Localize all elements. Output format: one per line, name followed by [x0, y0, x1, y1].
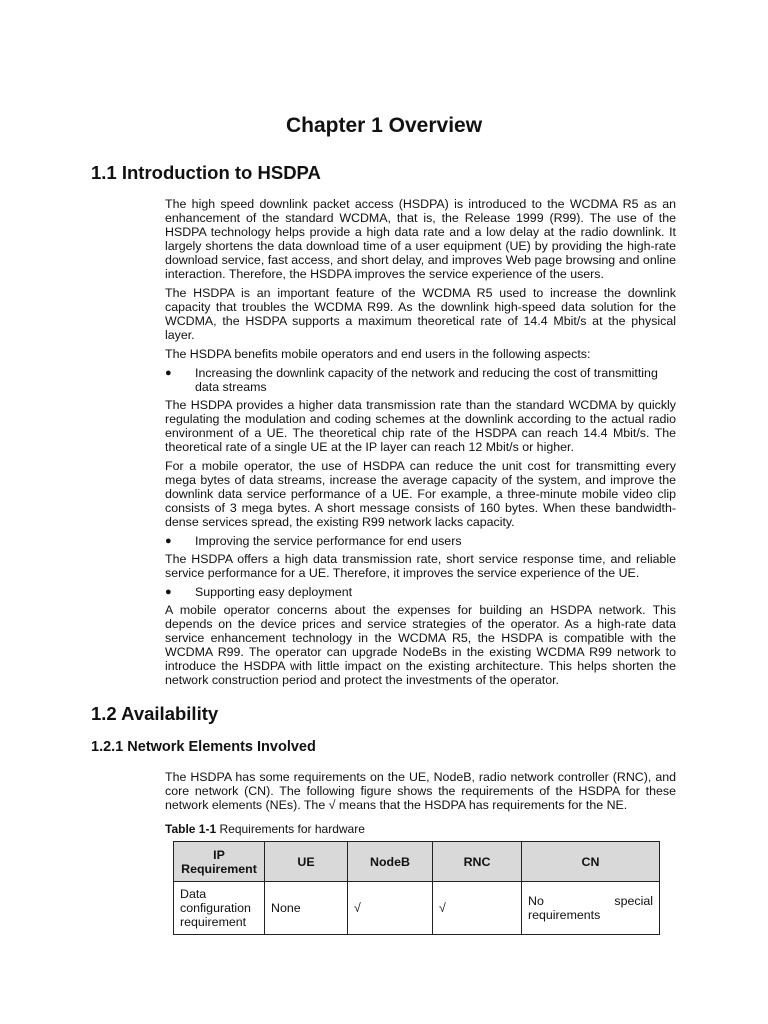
table-row	[174, 882, 660, 935]
table-caption-label: Table 1-1	[165, 822, 217, 836]
paragraph: A mobile operator concerns about the expenses for building an HSDPA network. This depends on the device prices and service strategies of the operator. As a high-rate data service enhancement technology in the WCDMA R5, the HSDPA is compatible with the WCDMA R99. The operator can upgrade NodeBs in the existing WCDMA R99 network to introduce the HSDPA with little impact on the existing architecture. This helps shorten the network construction period and protect the investments of the operator.	[165, 603, 676, 687]
bullet-text: Improving the service performance for end users	[195, 534, 462, 548]
paragraph: The HSDPA benefits mobile operators and end users in the following aspects:	[165, 347, 591, 361]
bullet-icon: ●	[165, 586, 172, 598]
paragraph: The HSDPA offers a high data transmission rate, short service response time, and reliable service performance for a UE. Therefore, it improves the service experience of the UE.	[165, 552, 676, 580]
table-header-cell: CN	[522, 842, 660, 882]
paragraph: The HSDPA is an important feature of the WCDMA R5 used to increase the downlink capacity that troubles the WCDMA R99. As the downlink high-speed data solution for the WCDMA, the HSDPA supports a maximum theoretical rate of 14.4 Mbit/s at the physical layer.	[165, 286, 676, 342]
table-header-cell: NodeB	[348, 842, 433, 882]
bullet-text: Supporting easy deployment	[195, 585, 353, 599]
chapter-title: Chapter 1 Overview	[285, 114, 483, 137]
table-header-cell: IP Requirement	[174, 842, 265, 882]
bullet-text: Increasing the downlink capacity of the network and reducing the cost of transmitting data streams	[195, 366, 658, 394]
section-heading-1-2: 1.2 Availability	[91, 703, 219, 724]
bullet-item	[165, 534, 676, 548]
table-cell: No special requirements	[522, 882, 660, 935]
table-header-cell: UE	[265, 842, 348, 882]
paragraph: The HSDPA provides a higher data transmission rate than the standard WCDMA by quickly regulating the modulation and coding schemes at the downlink according to the actual radio environment of a UE. The theoretical chip rate of the HSDPA can reach 14.4 Mbit/s. The theoretical rate of a single UE at the IP layer can reach 12 Mbit/s or higher.	[165, 398, 676, 454]
bullet-icon: ●	[165, 367, 172, 379]
paragraph: For a mobile operator, the use of HSDPA can reduce the unit cost for transmitting every mega bytes of data streams, increase the average capacity of the system, and improve the downlink data service performance of a UE. For example, a three-minute mobile video clip consists of 3 mega bytes. A short message consists of 160 bytes. When these bandwidth-dense services spread, the existing R99 network lacks capacity.	[165, 459, 676, 529]
bullet-item	[165, 585, 676, 599]
subsection-heading-1-2-1: 1.2.1 Network Elements Involved	[91, 739, 316, 755]
section-1-1-body	[165, 197, 676, 692]
paragraph: The high speed downlink packet access (HSDPA) is introduced to the WCDMA R5 as an enhancement of the standard WCDMA, that is, the Release 1999 (R99). The use of the HSDPA technology helps provide a high data rate and a low delay at the radio downlink. It largely shortens the data download time of a user equipment (UE) by providing the high-rate download service, fast access, and short delay, and improves Web page browsing and online interaction. Therefore, the HSDPA improves the service experience of the users.	[165, 197, 676, 281]
requirements-table	[173, 841, 660, 935]
table-header-row	[174, 842, 660, 882]
table-cell: √	[433, 882, 522, 935]
table-caption	[165, 822, 365, 836]
table-header-cell: RNC	[433, 842, 522, 882]
table-caption-text: Requirements for hardware	[216, 822, 365, 836]
bullet-icon: ●	[165, 535, 172, 547]
table-cell: √	[348, 882, 433, 935]
bullet-item	[165, 366, 676, 394]
table-cell: None	[265, 882, 348, 935]
paragraph: The HSDPA has some requirements on the UE, NodeB, radio network controller (RNC), and core network (CN). The following figure shows the requirements of the HSDPA for these network elements (NEs). The √ means that the HSDPA has requirements for the NE.	[165, 770, 676, 812]
table-cell: Data configuration requirement	[174, 882, 265, 935]
section-1-2-body	[165, 770, 676, 817]
section-heading-1-1: 1.1 Introduction to HSDPA	[91, 162, 321, 183]
